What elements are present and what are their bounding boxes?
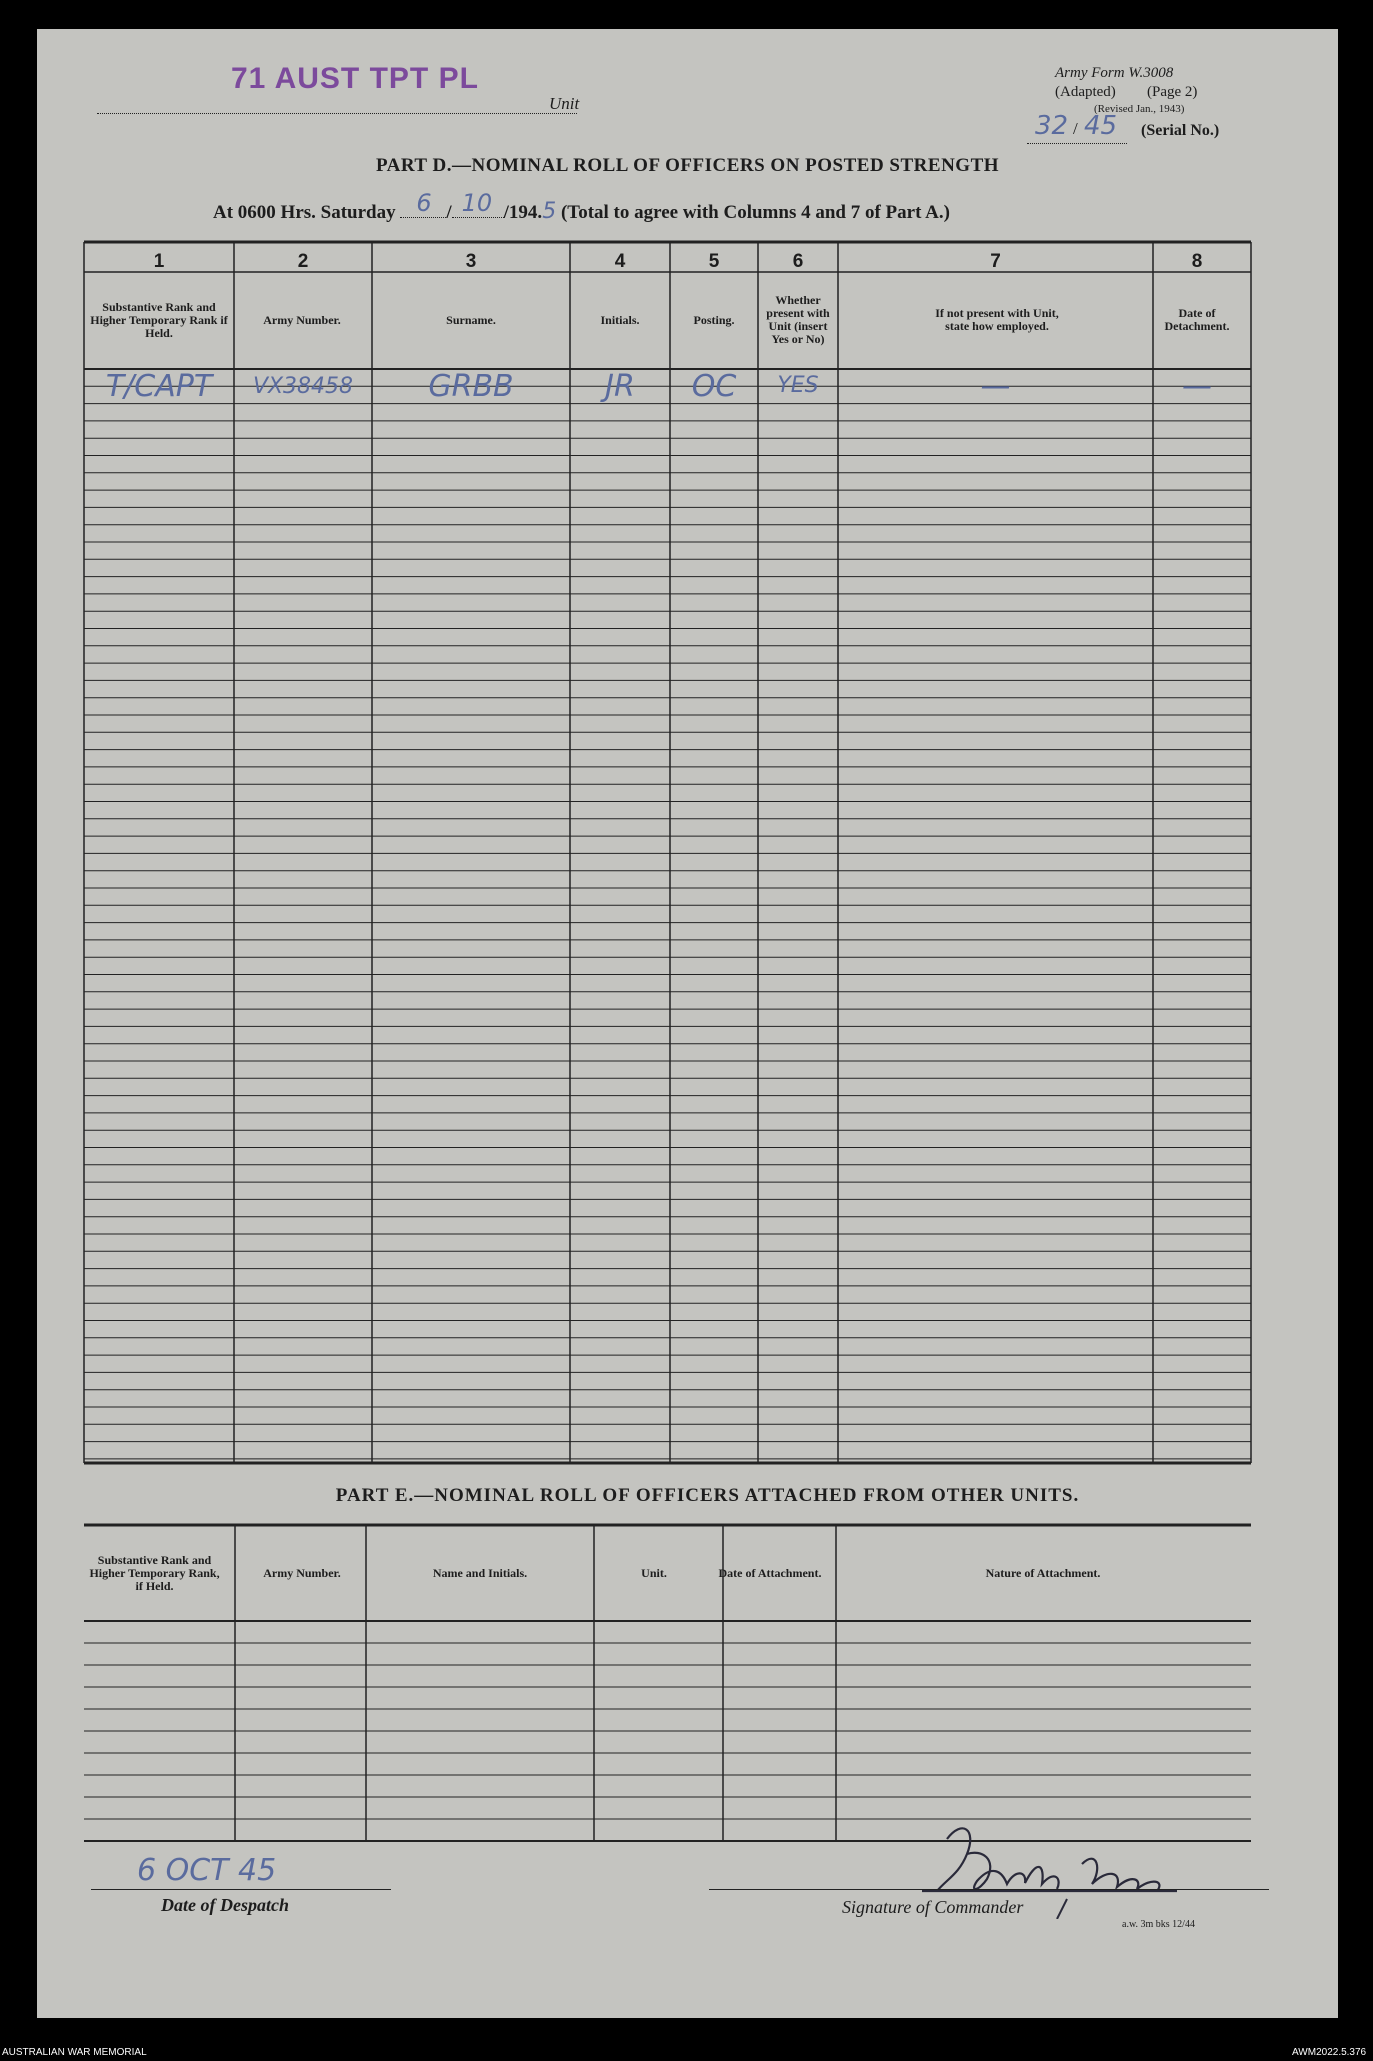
page-label: (Page 2) bbox=[1147, 84, 1198, 100]
row1-present: YES bbox=[777, 373, 819, 398]
print-code: a.w. 3m bks 12/44 bbox=[1122, 1919, 1195, 1930]
col-num-6: 6 bbox=[792, 251, 804, 272]
col-header-rank: Substantive Rank and Higher Temporary Rank if Held. bbox=[90, 299, 228, 340]
form-name: Army Form W.3008 bbox=[1055, 65, 1174, 81]
col-header-posting: Posting. bbox=[693, 312, 735, 327]
despatch-label: Date of Despatch bbox=[161, 1895, 289, 1915]
form-sheet bbox=[37, 29, 1338, 2018]
part-d-title: PART D.—NOMINAL ROLL OF OFFICERS ON POSTED STRENGTH bbox=[375, 155, 1000, 176]
serial-handwritten-2: 45 bbox=[1084, 111, 1118, 141]
col-header-present: Whether present with Unit (insert Yes or No) bbox=[766, 293, 830, 346]
signature-line bbox=[709, 1889, 1269, 1890]
row1-detachment: — bbox=[1182, 369, 1212, 404]
col-num-8: 8 bbox=[1191, 251, 1203, 272]
pe-header-army-number: Army Number. bbox=[263, 1565, 341, 1580]
col-num-2: 2 bbox=[297, 251, 309, 272]
revised-label: (Revised Jan., 1943) bbox=[1094, 103, 1185, 115]
pe-header-attachment-date: Date of Attachment. bbox=[718, 1565, 822, 1580]
date-day: 6 bbox=[416, 189, 432, 217]
part-e-title: PART E.—NOMINAL ROLL OF OFFICERS ATTACHED FROM OTHER UNITS. bbox=[335, 1485, 1080, 1506]
pe-header-nature: Nature of Attachment. bbox=[985, 1565, 1101, 1580]
date-month: 10 bbox=[461, 189, 493, 217]
pe-header-name: Name and Initials. bbox=[432, 1565, 528, 1580]
signature-label: Signature of Commander bbox=[842, 1897, 1024, 1917]
col-num-7: 7 bbox=[990, 251, 1001, 272]
serial-handwritten: 32 bbox=[1035, 111, 1069, 141]
year-digit: 5 bbox=[542, 199, 557, 224]
row1-posting: OC bbox=[691, 369, 737, 404]
unit-label: Unit bbox=[549, 94, 580, 113]
year-prefix: /194. bbox=[503, 202, 543, 223]
col-num-3: 3 bbox=[465, 251, 477, 272]
archive-credit-right: AWM2022.5.376 bbox=[1292, 2047, 1367, 2058]
col-header-army-number: Army Number. bbox=[263, 312, 341, 327]
row1-initials: JR bbox=[605, 369, 635, 404]
unit-stamp: 71 AUST TPT PL bbox=[231, 62, 479, 95]
col-header-detachment: Date of Detachment. bbox=[1164, 306, 1230, 333]
row1-rank: T/CAPT bbox=[105, 369, 213, 404]
despatch-date-value: 6 OCT 45 bbox=[137, 1853, 277, 1888]
col-header-surname: Surname. bbox=[446, 312, 496, 327]
row1-army-number: VX38458 bbox=[252, 374, 354, 399]
col-header-initials: Initials. bbox=[600, 312, 640, 327]
despatch-line bbox=[91, 1889, 391, 1890]
row1-surname: GRBB bbox=[428, 369, 514, 404]
serial-slash: / bbox=[1073, 119, 1078, 138]
serial-label: (Serial No.) bbox=[1141, 122, 1220, 139]
col-num-5: 5 bbox=[708, 251, 720, 272]
pe-header-rank: Substantive Rank and Higher Temporary Rank, if Held. bbox=[89, 1552, 220, 1593]
col-header-employed: If not present with Unit, state how employed. bbox=[935, 306, 1059, 333]
at-text: At 0600 Hrs. Saturday bbox=[213, 202, 396, 223]
total-text: (Total to agree with Columns 4 and 7 of Part A.) bbox=[560, 202, 950, 223]
pe-header-unit: Unit. bbox=[641, 1565, 667, 1580]
col-num-1: 1 bbox=[153, 251, 165, 272]
archive-credit-left: AUSTRALIAN WAR MEMORIAL bbox=[2, 2047, 147, 2058]
col-num-4: 4 bbox=[614, 251, 626, 272]
adapted-label: (Adapted) bbox=[1055, 84, 1116, 100]
row1-employed: — bbox=[980, 369, 1011, 404]
part-d-at-line: At 0600 Hrs. Saturday 6 / 10 /194.5 (Total to agree with Columns 4 and 7 of Part A.) bbox=[213, 189, 950, 224]
